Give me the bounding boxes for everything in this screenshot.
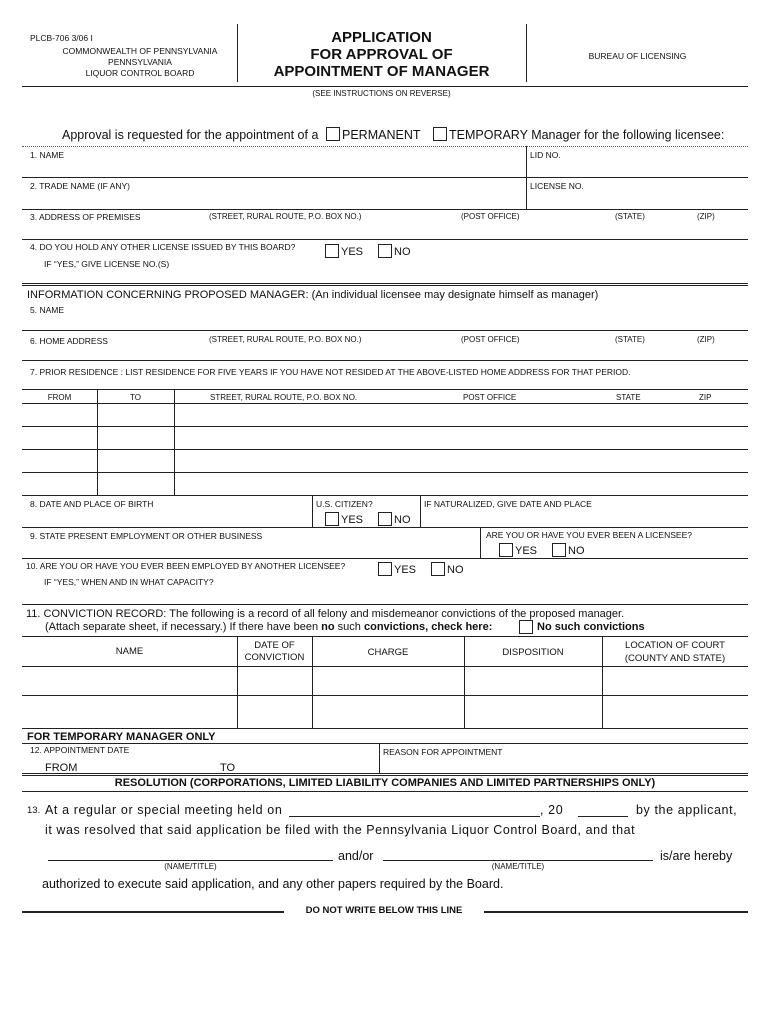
if-yes-capacity-label: IF “YES,” WHEN AND IN WHAT CAPACITY? [44,577,214,587]
employment-label: 9. STATE PRESENT EMPLOYMENT OR OTHER BUSINESS [30,531,263,541]
resolution-num: 13. [27,805,41,816]
licensee-question: ARE YOU OR HAVE YOU EVER BEEN A LICENSEE? [486,530,692,540]
resolution-text-1: At a regular or special meeting held on [45,803,283,817]
approval-text: Approval is requested for the appointment of a [62,128,319,142]
meeting-date-line[interactable] [289,816,540,817]
home-zip-label: (ZIP) [697,335,715,344]
conviction-line-2a: (Attach separate sheet, if necessary.) If there have been [45,621,322,633]
prior-col-zip: ZIP [699,393,712,402]
premises-street-label: (STREET, RURAL ROUTE, P.O. BOX NO.) [209,212,362,221]
citizen-yes-checkbox[interactable] [325,512,339,526]
no-convictions-label: No such convictions [537,621,645,633]
if-yes-license-label: IF “YES,” GIVE LICENSE NO.(S) [44,259,170,269]
licensee-no-checkbox[interactable] [552,543,566,557]
name-title-caption-2: (NAME/TITLE) [491,862,545,871]
citizen-no-label: NO [394,514,411,526]
prior-col-street: STREET, RURAL ROUTE, P.O. BOX NO. [210,393,358,402]
citizen-label: U.S. CITIZEN? [316,499,373,509]
conviction-check-here: convictions, check here: [363,621,493,633]
rule-7 [22,389,748,390]
naturalized-divider [420,495,421,527]
naturalized-label: IF NATURALIZED, GIVE DATE AND PLACE [424,499,592,509]
permanent-checkbox[interactable] [326,127,340,141]
home-state-label: (STATE) [615,335,645,344]
resolution-year-prefix: , 20 [540,803,564,817]
reason-divider [379,743,380,774]
citizen-divider [312,495,313,527]
header-rule [22,86,748,87]
prior-row-rule-2 [22,426,748,427]
prior-residence-label: 7. PRIOR RESIDENCE : LIST RESIDENCE FOR FIVE YEARS IF YOU HAVE NOT RESIDED AT THE ABOVE-LISTED HOME ADDRESS FOR THAT PERIOD. [30,367,631,377]
employed-no-checkbox[interactable] [431,562,445,576]
agency-line-1: COMMONWEALTH OF PENNSYLVANIA [62,46,218,56]
resolution-text-2: by the applicant, [636,803,738,817]
conviction-col-disposition: DISPOSITION [502,647,564,658]
employed-yes-label: YES [394,564,417,576]
conviction-col-location-2: (COUNTY AND STATE) [624,653,726,664]
home-address-label: 6. HOME ADDRESS [30,336,108,346]
prior-col-from: FROM [47,393,72,402]
citizen-yes-label: YES [341,514,364,526]
footer-rule-right [484,911,748,913]
conviction-col-name: NAME [115,646,144,657]
premises-address-label: 3. ADDRESS OF PREMISES [30,212,141,222]
header-divider-right [526,24,527,82]
resolution-top-rule [22,773,748,776]
home-post-office-label: (POST OFFICE) [461,335,520,344]
resolution-heading: RESOLUTION (CORPORATIONS, LIMITED LIABILITY COMPANIES AND LIMITED PARTNERSHIPS ONLY) [114,777,656,789]
licensee-q-divider [480,527,481,558]
agency-line-2: PENNSYLVANIA [108,57,172,67]
temporary-rule [22,743,748,744]
name-title-line-2[interactable] [383,860,653,861]
hereby-label: is/are hereby [660,849,733,863]
other-license-question: 4. DO YOU HOLD ANY OTHER LICENSE ISSUED BY THIS BOARD? [30,242,296,252]
prior-col-state: STATE [616,393,641,402]
home-street-label: (STREET, RURAL ROUTE, P.O. BOX NO.) [209,335,362,344]
prior-col-to: TO [130,393,141,402]
no-convictions-checkbox[interactable] [519,620,533,634]
conviction-col-date-2: CONVICTION [244,652,305,663]
agency-line-3: LIQUOR CONTROL BOARD [85,68,195,78]
and-or-label: and/or [338,849,374,863]
temporary-heading: FOR TEMPORARY MANAGER ONLY [27,731,216,743]
licensee-no-label: NO [568,545,585,557]
trade-name-label: 2. TRADE NAME (IF ANY) [30,181,130,191]
licensee-yes-checkbox[interactable] [499,543,513,557]
conviction-col-charge: CHARGE [367,647,409,658]
instructions-note: (SEE INSTRUCTIONS ON REVERSE) [312,89,451,98]
prior-col-post-office: POST OFFICE [463,393,517,402]
manager-heading: INFORMATION CONCERNING PROPOSED MANAGER: (An individual licensee may designate himself as manager) [27,289,599,301]
section-rule-manager [22,283,748,286]
rule-2 [22,209,748,210]
to-label: TO [220,762,236,774]
prior-row-rule-3 [22,449,748,450]
resolution-heading-rule [22,791,748,792]
page-title-line-1: APPLICATION [331,29,432,46]
bureau-label: BUREAU OF LICENSING [588,51,687,61]
rule-1 [22,177,748,178]
other-license-yes-checkbox[interactable] [325,244,339,258]
conviction-row-rule-3 [22,728,748,729]
temporary-label: TEMPORARY Manager for the following licensee: [449,128,725,142]
licensee-yes-label: YES [515,545,538,557]
citizen-no-checkbox[interactable] [378,512,392,526]
conviction-no-emphasis: no [321,621,335,633]
page-title-line-2: FOR APPROVAL OF [310,46,453,63]
from-label: FROM [45,762,78,774]
rule-10 [22,604,748,605]
dob-label: 8. DATE AND PLACE OF BIRTH [30,499,154,509]
footer-rule-left [22,911,284,913]
prior-row-rule-5 [22,495,748,496]
premises-state-label: (STATE) [615,212,645,221]
conviction-col-location-1: LOCATION OF COURT [625,640,725,651]
temporary-checkbox[interactable] [433,127,447,141]
rule-3 [22,239,748,240]
prior-row-rule-4 [22,472,748,473]
conviction-line-2c: such [334,621,364,633]
licensee-name-label: 1. NAME [30,150,65,160]
other-license-no-label: NO [394,246,411,258]
employed-no-label: NO [447,564,464,576]
manager-name-label: 5. NAME [30,305,65,315]
appointment-date-label: 12. APPOINTMENT DATE [30,745,130,755]
other-license-yes-label: YES [341,246,364,258]
name-title-caption-1: (NAME/TITLE) [164,862,217,871]
employed-question: 10. ARE YOU OR HAVE YOU EVER BEEN EMPLOYED BY ANOTHER LICENSEE? [26,561,346,571]
rule-5 [22,330,748,331]
conviction-line-1: 11. CONVICTION RECORD: The following is a record of all felony and misdemeanor convictions of the proposed manager. [26,608,625,620]
premises-zip-label: (ZIP) [697,212,715,221]
premises-post-office-label: (POST OFFICE) [461,212,520,221]
prior-col-divider-2 [174,389,175,496]
year-line[interactable] [578,816,628,817]
lid-divider [526,146,527,210]
page-title-line-3: APPOINTMENT OF MANAGER [273,63,490,80]
prior-col-divider-1 [97,389,98,496]
lid-label: LID NO. [530,150,561,160]
name-title-line-1[interactable] [48,860,333,861]
other-license-no-checkbox[interactable] [378,244,392,258]
form-id: PLCB-706 3/06 I [30,33,93,43]
license-no-label: LICENSE NO. [530,181,584,191]
conviction-row-rule-2 [22,695,748,696]
approval-rule [22,146,748,147]
reason-label: REASON FOR APPOINTMENT [383,747,503,757]
prior-row-rule-1 [22,403,748,404]
conviction-col-date-1: DATE OF [254,640,295,651]
conviction-row-rule-1 [22,666,748,667]
rule-6 [22,360,748,361]
resolution-text-3: it was resolved that said application be filed with the Pennsylvania Liquor Control Board, and that [45,823,636,837]
do-not-write-label: DO NOT WRITE BELOW THIS LINE [305,905,463,916]
conviction-table-top [22,636,748,637]
employed-yes-checkbox[interactable] [378,562,392,576]
permanent-label: PERMANENT [342,128,421,142]
conviction-line-2 [45,621,492,633]
rule-8 [22,527,748,528]
rule-9 [22,558,748,559]
authorized-text: authorized to execute said application, and any other papers required by the Board. [42,877,504,891]
